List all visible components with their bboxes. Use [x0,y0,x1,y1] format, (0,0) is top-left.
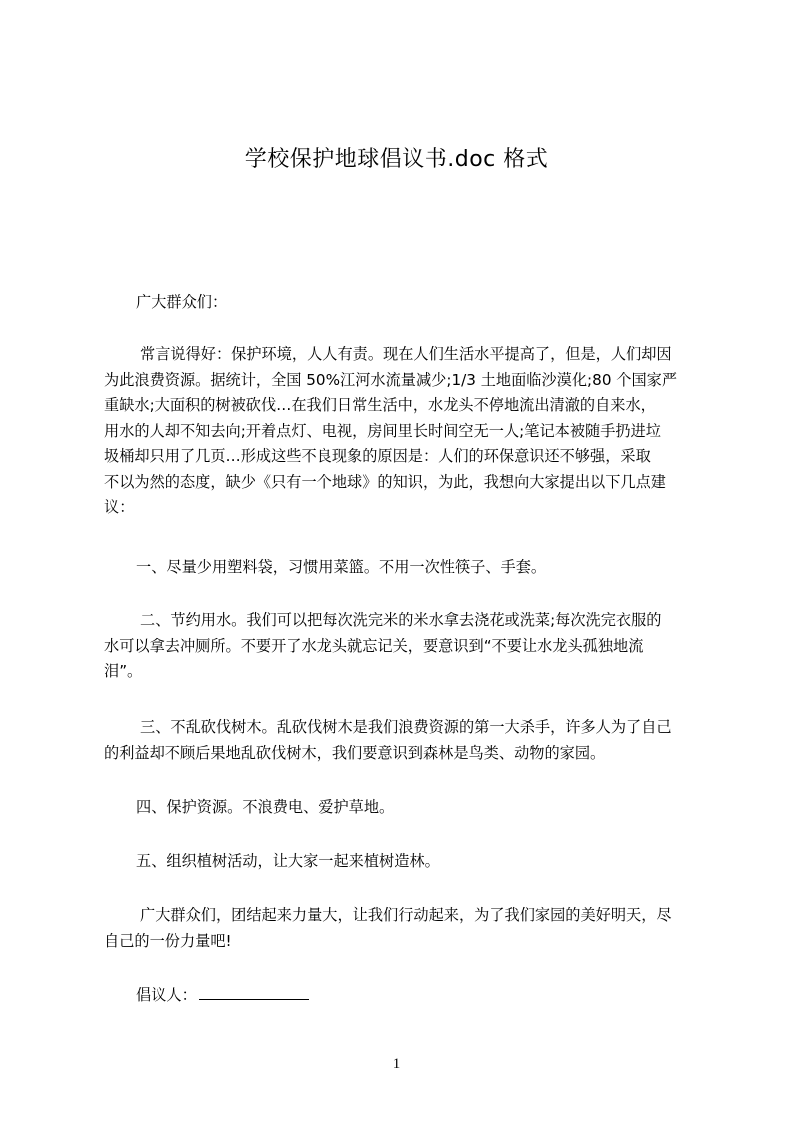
point-line: 泪”。 [104,662,143,680]
intro-line: 用水的人却不知去向;开着点灯、电视，房间里长时间空无一人;笔记本被随手扔进垃 [104,421,661,440]
point-three [104,715,704,766]
signature [136,983,736,1009]
intro-line: 重缺水;大面积的树被砍伐…在我们日常生活中，水龙头不停地流出清澈的自来水， [104,396,656,414]
point-five [104,849,704,875]
point-one [104,555,704,581]
point-four [104,795,704,821]
point-line: 一、尽量少用塑料袋，习惯用菜篮。不用一次性筷子、手套。 [136,558,547,576]
intro-line: 常言说得好：保护环境，人人有责。现在人们生活水平提高了，但是，人们却因 [140,345,672,363]
salutation-text: 广大群众们： [136,293,228,311]
point-line: 的利益却不顾后果地乱砍伐树木，我们要意识到森林是鸟类、动物的家园。 [104,743,606,762]
document-title: 学校保护地球倡议书.doc 格式 [244,147,549,172]
point-line: 水可以拿去冲厕所。不要开了水龙头就忘记关，要意识到“不要让水龙头孤独地流 [104,636,644,655]
point-line: 四、保护资源。不浪费电、爱护草地。 [136,798,395,816]
point-line: 二、节约用水。我们可以把每次洗完米的米水拿去浇花或洗菜;每次洗完衣服的 [140,611,662,629]
signature-blank [199,985,309,1000]
closing-line: 广大群众们，团结起来力量大，让我们行动起来，为了我们家园的美好明天，尽 [140,906,672,924]
intro-line: 议： [104,498,135,516]
intro-line: 不以为然的态度，缺少《只有一个地球》的知识，为此，我想向大家提出以下几点建 [104,472,666,491]
point-line: 三、不乱砍伐树木。乱砍伐树木是我们浪费资源的第一大杀手，许多人为了自己 [140,718,672,736]
intro-line: 圾桶却只用了几页…形成这些不良现象的原因是：人们的环保意识还不够强，采取 [104,447,651,465]
closing-paragraph [104,903,704,954]
point-line: 五、组织植树活动，让大家一起来植树造林。 [136,852,440,870]
intro-line: 为此浪费资源。据统计，全国 50%江河水流量减少;1/3 土地面临沙漠化;80 个国家严 [104,370,678,389]
salutation [136,290,736,316]
page-number: 1 [392,1056,401,1072]
signature-label: 倡议人： [136,986,197,1004]
intro-paragraph [104,342,704,521]
closing-line: 自己的一份力量吧! [104,931,232,950]
point-two [104,608,704,685]
